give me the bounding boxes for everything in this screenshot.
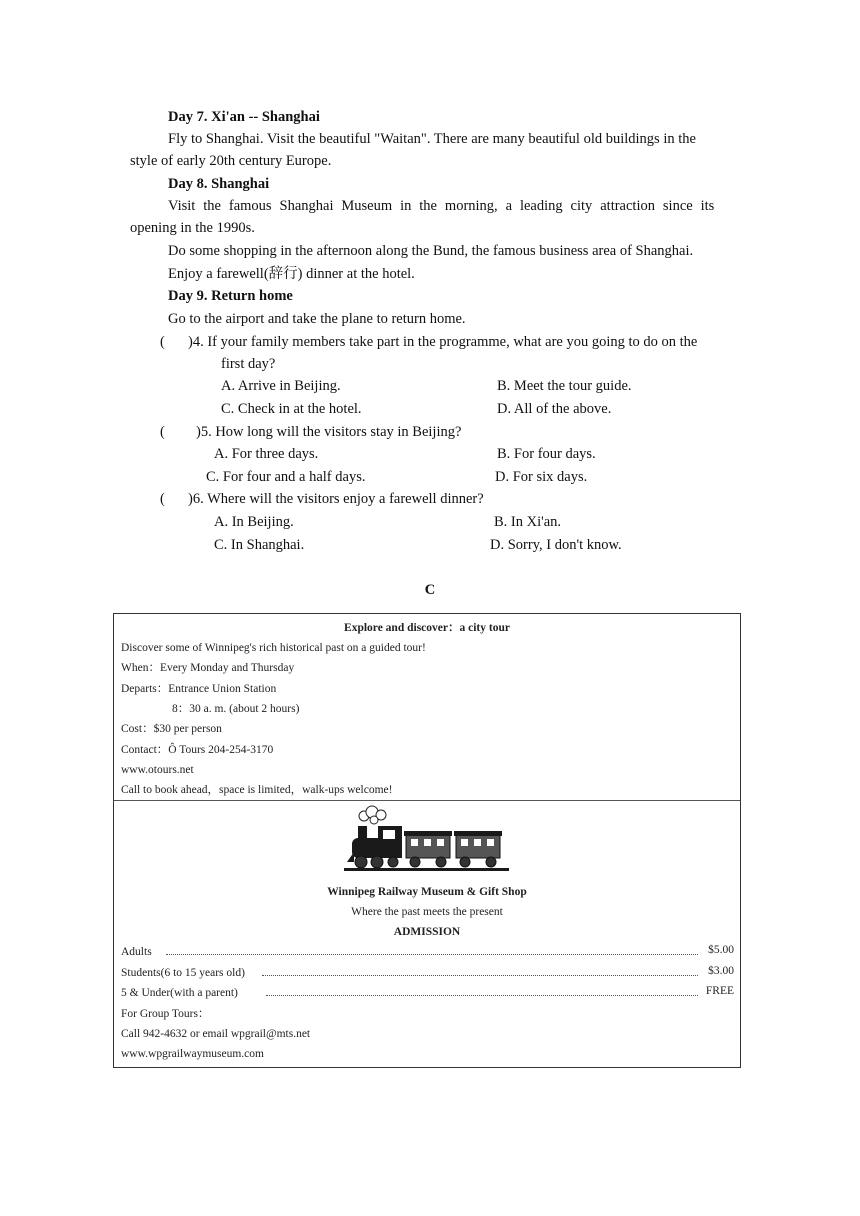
price-label-children: 5 & Under(with a parent): [121, 987, 238, 999]
dot-leader: [266, 995, 698, 996]
admission-heading: ADMISSION: [393, 926, 461, 938]
group-tours-heading: For Group Tours：: [121, 1008, 210, 1020]
question-5-option-c: C. For four and a half days.: [206, 469, 366, 485]
city-tour-line: When：Every Monday and Thursday: [121, 662, 295, 674]
question-4-option-c: C. Check in at the hotel.: [221, 401, 362, 417]
answer-blank[interactable]: (: [160, 334, 165, 350]
question-5-option-d: D. For six days.: [495, 469, 588, 485]
city-tour-line: Cost：$30 per person: [121, 723, 222, 735]
museum-tagline: Where the past meets the present: [351, 906, 503, 918]
day8-text-line4: Enjoy a farewell(辞行) dinner at the hotel.: [168, 266, 415, 282]
price-children: FREE: [705, 985, 734, 997]
question-4-text: )4. If your family members take part in the programme, what are you going to do on the: [188, 334, 698, 350]
question-5-option-a: A. For three days.: [214, 446, 319, 462]
question-5-option-b: B. For four days.: [497, 446, 596, 462]
question-6-stem: [160, 490, 484, 508]
museum-name: Winnipeg Railway Museum & Gift Shop: [327, 886, 527, 898]
question-4-option-b: B. Meet the tour guide.: [497, 378, 632, 394]
reading-passage-ads: [113, 613, 741, 1068]
day9-text: Go to the airport and take the plane to return home.: [168, 311, 466, 327]
question-4-stem: [160, 333, 697, 351]
day8-text-line3: Do some shopping in the afternoon along the Bund, the famous business area of Shanghai.: [168, 243, 694, 259]
price-adults: $5.00: [708, 944, 734, 956]
day7-title: Day 7. Xi'an -- Shanghai: [168, 109, 320, 125]
question-6-option-c: C. In Shanghai.: [214, 537, 305, 553]
question-6-option-d: D. Sorry, I don't know.: [490, 537, 622, 553]
question-5-stem: [160, 423, 461, 441]
city-tour-line: 8：30 a. m. (about 2 hours): [172, 703, 300, 715]
day8-title: Day 8. Shanghai: [168, 176, 270, 192]
question-6-option-a: A. In Beijing.: [214, 514, 294, 530]
section-label: C: [424, 582, 436, 598]
price-label-students: Students(6 to 15 years old): [121, 967, 245, 979]
dot-leader: [166, 954, 698, 955]
ad-divider: [114, 800, 740, 801]
day9-title: Day 9. Return home: [168, 288, 293, 304]
day8-text-line2: opening in the 1990s.: [130, 220, 255, 236]
answer-blank[interactable]: (: [160, 491, 165, 507]
museum-website: www.wpgrailwaymuseum.com: [121, 1048, 264, 1060]
city-tour-line: Discover some of Winnipeg's rich historical past on a guided tour!: [121, 642, 426, 654]
answer-blank[interactable]: (: [160, 424, 165, 440]
day7-text-line2: style of early 20th century Europe.: [130, 153, 332, 169]
question-6-text: )6. Where will the visitors enjoy a farewell dinner?: [188, 491, 484, 507]
day8-text-line1: Visit the famous Shanghai Museum in the morning, a leading city attraction since its: [168, 198, 715, 214]
question-5-text: )5. How long will the visitors stay in Beijing?: [196, 424, 462, 440]
question-4-stem-cont: first day?: [221, 356, 276, 372]
steam-train-icon: [344, 804, 509, 874]
dot-leader: [262, 975, 698, 976]
question-4-option-d: D. All of the above.: [497, 401, 612, 417]
group-tours-contact: Call 942-4632 or email wpgrail@mts.net: [121, 1028, 311, 1040]
question-4-option-a: A. Arrive in Beijing.: [221, 378, 341, 394]
city-tour-line: Departs：Entrance Union Station: [121, 683, 277, 695]
city-tour-line: Call to book ahead，space is limited，walk-ups welcome!: [121, 784, 393, 796]
day7-text-line1: Fly to Shanghai. Visit the beautiful "Waitan". There are many beautiful old buildings in the: [168, 131, 696, 147]
city-tour-title: Explore and discover：a city tour: [344, 622, 510, 634]
price-label-adults: Adults: [121, 946, 152, 958]
price-students: $3.00: [708, 965, 734, 977]
city-tour-line: www.otours.net: [121, 764, 194, 776]
city-tour-line: Contact：Ô Tours 204-254-3170: [121, 744, 274, 756]
question-6-option-b: B. In Xi'an.: [494, 514, 562, 530]
